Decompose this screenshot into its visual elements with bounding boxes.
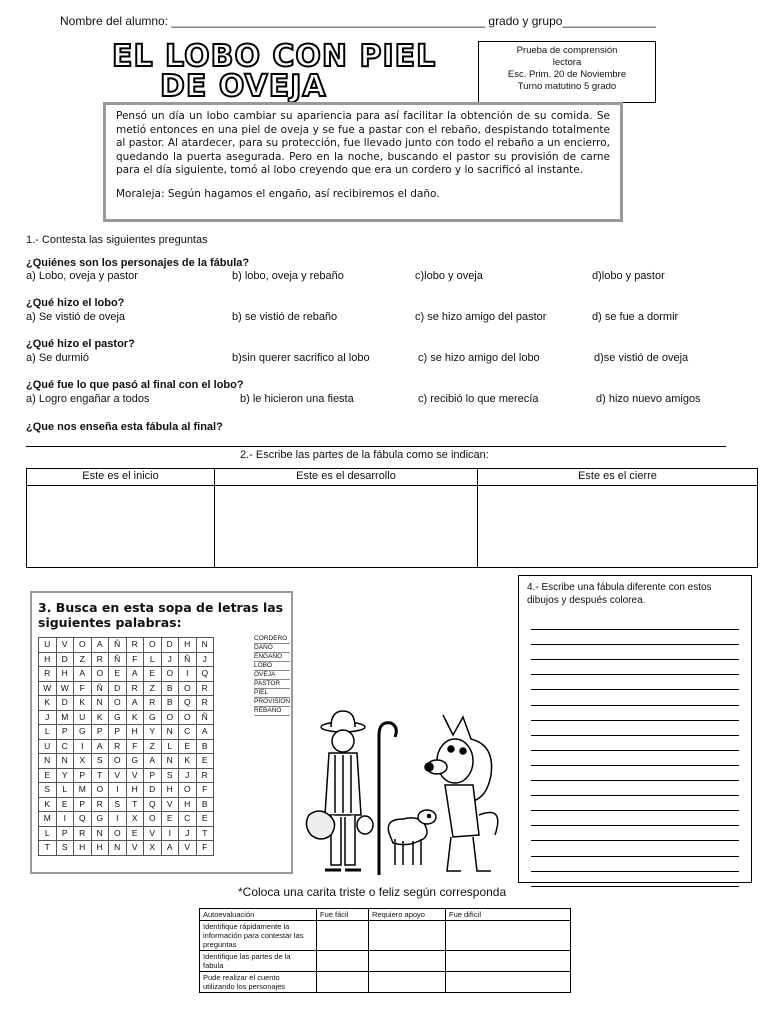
grid-letter[interactable]: V — [179, 841, 197, 856]
grid-letter[interactable]: F — [126, 739, 144, 754]
grid-letter[interactable]: U — [39, 638, 57, 653]
grid-letter[interactable]: V — [144, 826, 162, 841]
grid-letter[interactable]: A — [144, 754, 162, 769]
grid-letter[interactable]: Y — [144, 725, 162, 740]
student-name-line[interactable]: Nombre del alumno: _______________________________________________ grado y grupo______________ — [60, 14, 656, 28]
answer-option[interactable]: a) Se durmió — [26, 352, 89, 364]
grid-letter[interactable]: O — [109, 826, 127, 841]
story-box — [103, 102, 623, 222]
grid-letter[interactable]: H — [39, 652, 57, 667]
grid-letter[interactable]: Ñ — [179, 652, 197, 667]
grid-letter[interactable]: J — [161, 652, 179, 667]
grid-letter[interactable]: F — [196, 783, 214, 798]
word-list-item: DAÑO — [254, 644, 290, 653]
answer-option[interactable]: b) le hicieron una fiesta — [240, 393, 354, 405]
self-evaluation-table — [199, 908, 571, 993]
writing-lines[interactable] — [527, 615, 743, 887]
grid-letter[interactable]: O — [91, 667, 109, 682]
grid-letter[interactable]: H — [126, 783, 144, 798]
grid-letter[interactable]: G — [126, 754, 144, 769]
grid-letter[interactable]: L — [39, 725, 57, 740]
grid-letter[interactable]: O — [74, 638, 92, 653]
answer-option[interactable]: a) Logro engañar a todos — [26, 393, 150, 405]
answer-option[interactable]: c) se hizo amigo del lobo — [418, 352, 540, 364]
grid-letter[interactable]: R — [39, 667, 57, 682]
grid-letter[interactable]: H — [126, 725, 144, 740]
grid-letter[interactable]: K — [179, 754, 197, 769]
grid-letter[interactable]: E — [179, 739, 197, 754]
grid-letter[interactable]: N — [161, 725, 179, 740]
grid-letter[interactable]: A — [196, 725, 214, 740]
cierre-cell[interactable] — [478, 486, 758, 568]
fable-title-line1: EL LOBO CON PIEL — [112, 39, 437, 74]
grid-letter[interactable]: O — [179, 710, 197, 725]
word-list-item: PIEL — [254, 689, 290, 698]
grid-letter[interactable]: C — [179, 812, 197, 827]
grid-letter[interactable]: P — [109, 725, 127, 740]
writing-line[interactable] — [531, 811, 739, 826]
grid-letter[interactable]: I — [179, 667, 197, 682]
grid-letter[interactable]: D — [109, 681, 127, 696]
grid-letter[interactable]: Y — [56, 768, 74, 783]
grid-letter[interactable]: H — [179, 797, 197, 812]
grid-letter[interactable]: E — [196, 754, 214, 769]
grid-letter[interactable]: H — [74, 841, 92, 856]
section1-heading: 1.- Contesta las siguientes preguntas — [26, 234, 208, 246]
writing-line[interactable] — [531, 872, 739, 887]
answer-option[interactable]: d) hizo nuevo amigos — [596, 393, 701, 405]
grid-letter[interactable]: R — [196, 768, 214, 783]
word-list-item: LOBO — [254, 662, 290, 671]
grid-letter[interactable]: U — [39, 739, 57, 754]
grid-letter[interactable]: H — [56, 667, 74, 682]
grid-letter[interactable]: N — [109, 841, 127, 856]
autoeval-header: Autoevaluación — [200, 909, 317, 921]
grid-letter[interactable]: P — [56, 725, 74, 740]
word-search-grid[interactable] — [38, 637, 214, 856]
grid-row — [39, 696, 214, 711]
grid-letter[interactable]: R — [109, 739, 127, 754]
answer-option[interactable]: c)lobo y oveja — [415, 270, 483, 282]
autoeval-cell[interactable] — [369, 951, 446, 972]
grid-letter[interactable]: O — [144, 812, 162, 827]
grid-letter[interactable]: D — [56, 652, 74, 667]
grid-letter[interactable]: A — [126, 667, 144, 682]
grid-letter[interactable]: L — [56, 783, 74, 798]
grid-letter[interactable]: H — [91, 841, 109, 856]
writing-line[interactable] — [531, 857, 739, 872]
shepherd-crook — [379, 723, 396, 875]
grid-letter[interactable]: A — [74, 667, 92, 682]
grid-row — [39, 841, 214, 856]
grid-letter[interactable]: I — [109, 783, 127, 798]
test-info-line: Esc. Prim. 20 de Noviembre — [507, 69, 627, 80]
grid-letter[interactable]: E — [109, 667, 127, 682]
autoeval-header: Fue difícil — [446, 909, 571, 921]
grid-letter[interactable]: P — [74, 768, 92, 783]
writing-line[interactable] — [531, 781, 739, 796]
grid-letter[interactable]: Z — [144, 739, 162, 754]
word-list-item: CORDERO — [254, 635, 290, 644]
shepherd-wolf-sheep-illustration — [295, 705, 510, 885]
writing-line[interactable] — [531, 675, 739, 690]
autoeval-row-label: Identifique rápidamente la información para contestar las preguntas — [200, 921, 317, 951]
answer-option[interactable]: a) Lobo, oveja y pastor — [26, 270, 138, 282]
grid-letter[interactable]: V — [161, 797, 179, 812]
grid-letter[interactable]: D — [161, 638, 179, 653]
grid-row — [39, 754, 214, 769]
grid-letter[interactable]: L — [144, 652, 162, 667]
grid-letter[interactable]: E — [126, 826, 144, 841]
answer-line[interactable] — [26, 446, 726, 447]
grid-letter[interactable]: F — [196, 841, 214, 856]
grid-letter[interactable]: E — [144, 667, 162, 682]
grid-letter[interactable]: A — [126, 696, 144, 711]
grid-letter[interactable]: H — [179, 638, 197, 653]
grid-letter[interactable]: E — [39, 768, 57, 783]
grid-row — [39, 783, 214, 798]
col-desarrollo: Este es el desarrollo — [215, 469, 478, 486]
answer-option[interactable]: d)lobo y pastor — [592, 270, 665, 282]
grid-letter[interactable]: B — [161, 681, 179, 696]
grid-row — [39, 710, 214, 725]
writing-line[interactable] — [531, 706, 739, 721]
fable-title — [112, 39, 437, 104]
autoeval-row-label: Pude realizar el cuento utilizando los personajes — [200, 972, 317, 993]
autoeval-cell[interactable] — [317, 921, 369, 951]
grid-letter[interactable]: D — [144, 783, 162, 798]
grid-row — [39, 681, 214, 696]
writing-line[interactable] — [531, 615, 739, 630]
fable-title-line2: DE OVEJA — [160, 69, 327, 104]
autoeval-cell[interactable] — [317, 972, 369, 993]
grid-letter[interactable]: E — [196, 812, 214, 827]
grid-letter[interactable]: A — [161, 841, 179, 856]
question-1: ¿Quiénes son los personajes de la fábula? — [26, 257, 250, 269]
shepherd-figure — [321, 711, 365, 870]
grid-letter[interactable]: S — [161, 768, 179, 783]
question-5: ¿Que nos enseña esta fábula al final? — [26, 421, 223, 433]
grid-letter[interactable]: W — [56, 681, 74, 696]
word-list — [254, 635, 290, 716]
grid-letter[interactable]: B — [196, 739, 214, 754]
grid-letter[interactable]: N — [161, 754, 179, 769]
grid-letter[interactable]: H — [161, 783, 179, 798]
grid-row — [39, 797, 214, 812]
grid-letter[interactable]: G — [91, 812, 109, 827]
write-fable-box — [518, 575, 752, 883]
grid-letter[interactable]: N — [39, 754, 57, 769]
grid-letter[interactable]: O — [161, 667, 179, 682]
autoeval-cell[interactable] — [369, 972, 446, 993]
autoeval-cell[interactable] — [446, 951, 571, 972]
writing-line[interactable] — [531, 751, 739, 766]
grid-letter[interactable]: P — [144, 768, 162, 783]
grid-letter[interactable]: T — [196, 826, 214, 841]
grid-letter[interactable]: N — [91, 826, 109, 841]
grid-letter[interactable]: Z — [74, 652, 92, 667]
grid-letter[interactable]: D — [56, 696, 74, 711]
writing-line[interactable] — [531, 796, 739, 811]
grid-letter[interactable]: R — [144, 696, 162, 711]
grid-row — [39, 667, 214, 682]
writing-line[interactable] — [531, 736, 739, 751]
grid-letter[interactable]: M — [39, 812, 57, 827]
autoeval-cell[interactable] — [317, 951, 369, 972]
autoeval-row-label: Identifique las partes de la fabula — [200, 951, 317, 972]
test-info-line: lectora — [552, 57, 582, 68]
test-info-line: Turno matutino 5 grado — [517, 81, 617, 92]
word-list-item: PROVISION — [254, 698, 291, 705]
answer-option[interactable]: c) se hizo amigo del pastor — [415, 311, 547, 323]
grid-letter[interactable]: R — [91, 797, 109, 812]
grid-letter[interactable]: O — [144, 638, 162, 653]
grid-letter[interactable]: R — [74, 826, 92, 841]
lamb-figure — [388, 810, 436, 865]
writing-line[interactable] — [531, 766, 739, 781]
grid-row — [39, 725, 214, 740]
inicio-cell[interactable] — [27, 486, 215, 568]
word-search-title: 3. Busca en esta sopa de letras las siguientes palabras: — [38, 600, 284, 630]
answer-option[interactable]: a) Se vistió de oveja — [26, 311, 126, 323]
grid-letter[interactable]: X — [144, 841, 162, 856]
grid-letter[interactable]: Q — [74, 812, 92, 827]
answer-option[interactable]: b)sin querer sacrifico al lobo — [232, 352, 370, 364]
grid-letter[interactable]: X — [126, 812, 144, 827]
grid-letter[interactable]: Ñ — [91, 681, 109, 696]
grid-letter[interactable]: A — [91, 638, 109, 653]
grid-letter[interactable]: O — [161, 710, 179, 725]
autoeval-cell[interactable] — [446, 972, 571, 993]
writing-line[interactable] — [531, 630, 739, 645]
grid-letter[interactable]: Q — [144, 797, 162, 812]
grid-letter[interactable]: Ñ — [196, 710, 214, 725]
grid-letter[interactable]: R — [126, 638, 144, 653]
grid-letter[interactable]: J — [179, 768, 197, 783]
grid-letter[interactable]: T — [126, 797, 144, 812]
grid-letter[interactable]: Q — [196, 667, 214, 682]
writing-line[interactable] — [531, 660, 739, 675]
col-inicio: Este es el inicio — [27, 469, 215, 486]
fable-parts-table — [26, 468, 758, 568]
autoeval-cell[interactable] — [446, 921, 571, 951]
word-search-box — [30, 591, 293, 874]
grid-letter[interactable]: Q — [179, 696, 197, 711]
grid-letter[interactable]: I — [161, 826, 179, 841]
question-2: ¿Qué hizo el lobo? — [26, 297, 125, 309]
grid-letter[interactable]: J — [196, 652, 214, 667]
grid-row — [39, 739, 214, 754]
grid-letter[interactable]: T — [91, 768, 109, 783]
col-cierre: Este es el cierre — [478, 469, 758, 486]
grid-letter[interactable]: I — [74, 739, 92, 754]
grid-letter[interactable]: R — [91, 652, 109, 667]
grid-letter[interactable]: P — [74, 797, 92, 812]
word-list-item: ENGAÑO — [254, 653, 290, 662]
story-moral: Moraleja: Según hagamos el engaño, así recibiremos el daño. — [116, 187, 440, 200]
grid-letter[interactable]: O — [109, 754, 127, 769]
grid-letter[interactable]: O — [109, 696, 127, 711]
grid-letter[interactable]: L — [39, 826, 57, 841]
grid-letter[interactable]: S — [39, 783, 57, 798]
grid-letter[interactable]: K — [91, 710, 109, 725]
word-list-item: OVEJA — [254, 671, 290, 680]
grid-letter[interactable]: G — [144, 710, 162, 725]
grid-letter[interactable]: A — [91, 739, 109, 754]
story-text: Pensó un día un lobo cambiar su apariencia para así facilitar la obtención de su comida. Se metió entonces en una piel de oveja y se fue a pastar con el rebaño, despistando totalmente al pastor. Al atardecer, para su protección, fue llevado junto con todo el rebaño a un encierro, quedando la puerta asegurada. Pero en la noche, buscando el pastor su provisión de carne para el día siguiente, tomó al lobo creyendo que era un cordero y lo sacrificó al instante. — [116, 110, 610, 177]
autoeval-header: Requiero apoyo — [369, 909, 446, 921]
smiley-instruction: *Coloca una carita triste o feliz según corresponda — [238, 885, 507, 899]
writing-line[interactable] — [531, 841, 739, 856]
grid-letter[interactable]: Ñ — [109, 638, 127, 653]
autoeval-cell[interactable] — [369, 921, 446, 951]
test-info-line: Prueba de comprensión — [516, 45, 618, 56]
grid-letter[interactable]: Ñ — [109, 652, 127, 667]
grid-letter[interactable]: O — [179, 783, 197, 798]
grid-letter[interactable]: P — [56, 826, 74, 841]
grid-letter[interactable]: J — [39, 710, 57, 725]
question-3: ¿Qué hizo el pastor? — [26, 338, 135, 350]
grid-letter[interactable]: I — [109, 812, 127, 827]
grid-letter[interactable]: S — [109, 797, 127, 812]
grid-letter[interactable]: K — [39, 696, 57, 711]
grid-letter[interactable]: F — [74, 681, 92, 696]
grid-letter[interactable]: R — [196, 696, 214, 711]
word-list-item: REBAÑO — [254, 707, 290, 716]
grid-letter[interactable]: K — [74, 696, 92, 711]
answer-option[interactable]: b) lobo, oveja y rebaño — [232, 270, 344, 282]
grid-letter[interactable]: G — [74, 725, 92, 740]
grid-letter[interactable]: V — [126, 768, 144, 783]
grid-letter[interactable]: O — [179, 681, 197, 696]
grid-letter[interactable]: R — [126, 681, 144, 696]
grid-letter[interactable]: N — [196, 638, 214, 653]
grid-letter[interactable]: M — [56, 710, 74, 725]
answer-option[interactable]: d) se fue a dormir — [592, 311, 679, 323]
grid-letter[interactable]: V — [126, 841, 144, 856]
desarrollo-cell[interactable] — [215, 486, 478, 568]
grid-letter[interactable]: K — [39, 797, 57, 812]
question-4: ¿Qué fue lo que pasó al final con el lobo? — [26, 379, 244, 391]
grid-letter[interactable]: B — [196, 797, 214, 812]
grid-letter[interactable]: M — [74, 783, 92, 798]
grid-letter[interactable]: G — [109, 710, 127, 725]
word-list-item: PASTOR — [254, 680, 290, 689]
grid-letter[interactable]: S — [56, 841, 74, 856]
grid-letter[interactable]: N — [91, 696, 109, 711]
grid-letter[interactable]: B — [161, 696, 179, 711]
grid-letter[interactable]: I — [56, 812, 74, 827]
grid-row — [39, 826, 214, 841]
grid-row — [39, 638, 214, 653]
grid-letter[interactable]: E — [161, 812, 179, 827]
grid-letter[interactable]: V — [56, 638, 74, 653]
grid-letter[interactable]: C — [56, 739, 74, 754]
writing-line[interactable] — [531, 721, 739, 736]
grid-row — [39, 768, 214, 783]
grid-letter[interactable]: U — [74, 710, 92, 725]
test-info-box — [478, 41, 656, 103]
writing-line[interactable] — [531, 826, 739, 841]
writing-line[interactable] — [531, 645, 739, 660]
grid-letter[interactable]: L — [161, 739, 179, 754]
grid-row — [39, 652, 214, 667]
autoeval-header: Fue fácil — [317, 909, 369, 921]
section2-heading: 2.- Escribe las partes de la fábula como se indican: — [240, 449, 489, 461]
grid-letter[interactable]: O — [91, 783, 109, 798]
grid-letter[interactable]: Z — [144, 681, 162, 696]
section4-heading: 4.- Escribe una fábula diferente con estos dibujos y después colorea. — [527, 582, 712, 606]
grid-letter[interactable]: W — [39, 681, 57, 696]
grid-letter[interactable]: C — [179, 725, 197, 740]
answer-option[interactable]: b) se vistió de rebaño — [232, 311, 338, 323]
grid-letter[interactable]: X — [74, 754, 92, 769]
grid-letter[interactable]: V — [109, 768, 127, 783]
answer-option[interactable]: d)se vistió de oveja — [594, 352, 689, 364]
grid-letter[interactable]: F — [126, 652, 144, 667]
grid-letter[interactable]: N — [56, 754, 74, 769]
grid-row — [39, 812, 214, 827]
grid-letter[interactable]: S — [91, 754, 109, 769]
grid-letter[interactable]: P — [91, 725, 109, 740]
wolf-figure — [425, 715, 498, 871]
grid-letter[interactable]: R — [196, 681, 214, 696]
writing-line[interactable] — [531, 690, 739, 705]
grid-letter[interactable]: E — [56, 797, 74, 812]
grid-letter[interactable]: J — [179, 826, 197, 841]
grid-letter[interactable]: T — [39, 841, 57, 856]
answer-option[interactable]: c) recibió lo que merecía — [418, 393, 539, 405]
grid-letter[interactable]: K — [126, 710, 144, 725]
